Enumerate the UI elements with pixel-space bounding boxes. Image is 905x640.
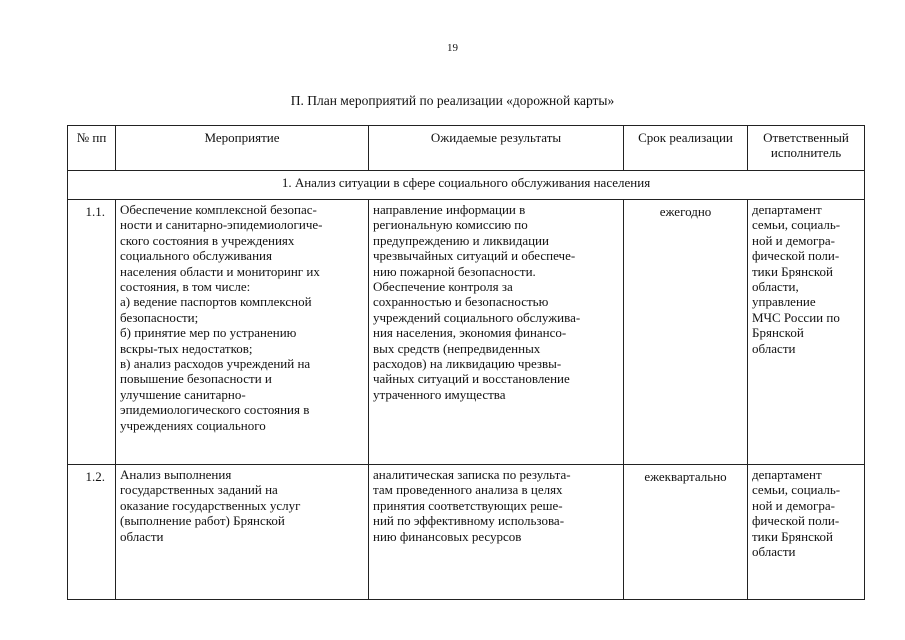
text-line: б) принятие мер по устранению <box>120 325 297 341</box>
table-row <box>68 200 865 465</box>
text-line: фической поли- <box>752 248 840 264</box>
term-cell: ежегодно <box>624 200 748 465</box>
text-line: вых средств (непредвиденных <box>373 340 541 356</box>
text-line: тики Брянской <box>752 528 833 544</box>
column-header-number: № пп <box>68 126 116 171</box>
text-line: принятия соответствующих реше- <box>373 497 563 513</box>
column-header-term: Срок реализации <box>624 126 748 171</box>
text-line: нию пожарной безопасности. <box>373 263 536 279</box>
text-line: ния населения, экономия финансо- <box>373 325 567 341</box>
text-line: региональную комиссию по <box>373 217 528 233</box>
text-line: чайных ситуаций и восстановление <box>373 371 570 387</box>
text-line: департамент <box>752 202 822 217</box>
section-heading: 1. Анализ ситуации в сфере социального обслуживания населения <box>68 171 865 200</box>
text-line: государственных заданий на <box>120 482 278 498</box>
text-line: там проведенного анализа в целях <box>373 482 563 498</box>
text-line: фической поли- <box>752 513 840 529</box>
text-line: ского состояния в учреждениях <box>120 232 295 248</box>
text-line: семьи, социаль- <box>752 482 841 498</box>
column-header-responsible: Ответственный исполнитель <box>748 126 865 171</box>
text-line: Обеспечение контроля за <box>373 279 513 295</box>
section-row <box>68 171 865 200</box>
table-header-row <box>68 126 865 171</box>
text-line: а) ведение паспортов комплексной <box>120 294 312 310</box>
text-line: сохранностью и безопасностью <box>373 294 549 310</box>
document-title: П. План мероприятий по реализации «дорожной карты» <box>290 93 615 108</box>
text-line: ной и демогра- <box>752 497 835 513</box>
text-line: МЧС России по <box>752 309 840 325</box>
results-cell <box>369 465 624 600</box>
text-line: Анализ выполнения <box>120 467 232 482</box>
column-header-results: Ожидаемые результаты <box>369 126 624 171</box>
text-line: аналитическая записка по результа- <box>373 467 571 482</box>
page-number: 19 <box>447 42 458 54</box>
text-line: чрезвычайных ситуаций и обеспече- <box>373 248 576 264</box>
text-line: утраченного имущества <box>373 386 506 402</box>
results-cell <box>369 200 624 465</box>
text-line: области, <box>752 279 799 295</box>
text-line: состояния, в том числе: <box>120 279 251 295</box>
text-line: расходов) на ликвидацию чрезвы- <box>373 356 562 372</box>
text-line: ной и демогра- <box>752 232 835 248</box>
text-line: населения области и мониторинг их <box>120 263 320 279</box>
responsible-cell <box>748 200 865 465</box>
text-line: направление информации в <box>373 202 526 217</box>
text-line: оказание государственных услуг <box>120 497 301 513</box>
column-header-activity: Мероприятие <box>116 126 369 171</box>
text-line: предупреждению и ликвидации <box>373 232 549 248</box>
text-line: области <box>120 528 164 544</box>
plan-table <box>67 125 865 600</box>
text-line: области <box>752 544 796 560</box>
text-line: управление <box>752 294 816 310</box>
row-number: 1.1. <box>68 200 116 465</box>
text-line: департамент <box>752 467 822 482</box>
text-line: учреждениях социального <box>120 417 266 433</box>
text-line: улучшение санитарно- <box>120 386 246 402</box>
text-line: Обеспечение комплексной безопас- <box>120 202 317 217</box>
text-line: ности и санитарно-эпидемиологиче- <box>120 217 323 233</box>
text-line: социального обслуживания <box>120 248 272 264</box>
text-line: повышение безопасности и <box>120 371 272 387</box>
text-line: ний по эффективному использова- <box>373 513 565 529</box>
activity-cell <box>116 200 369 465</box>
activity-cell <box>116 465 369 600</box>
text-line: вскры-тых недостатков; <box>120 340 253 356</box>
text-line: учреждений социального обслужива- <box>373 309 581 325</box>
text-line: нию финансовых ресурсов <box>373 528 522 544</box>
row-number: 1.2. <box>68 465 116 600</box>
text-line: Брянской <box>752 325 804 341</box>
term-cell: ежеквартально <box>624 465 748 600</box>
text-line: области <box>752 340 796 356</box>
text-line: эпидемиологического состояния в <box>120 402 310 418</box>
text-line: семьи, социаль- <box>752 217 841 233</box>
table-row <box>68 465 865 600</box>
text-line: (выполнение работ) Брянской <box>120 513 285 529</box>
text-line: тики Брянской <box>752 263 833 279</box>
responsible-cell <box>748 465 865 600</box>
text-line: в) анализ расходов учреждений на <box>120 356 311 372</box>
text-line: безопасности; <box>120 309 199 325</box>
